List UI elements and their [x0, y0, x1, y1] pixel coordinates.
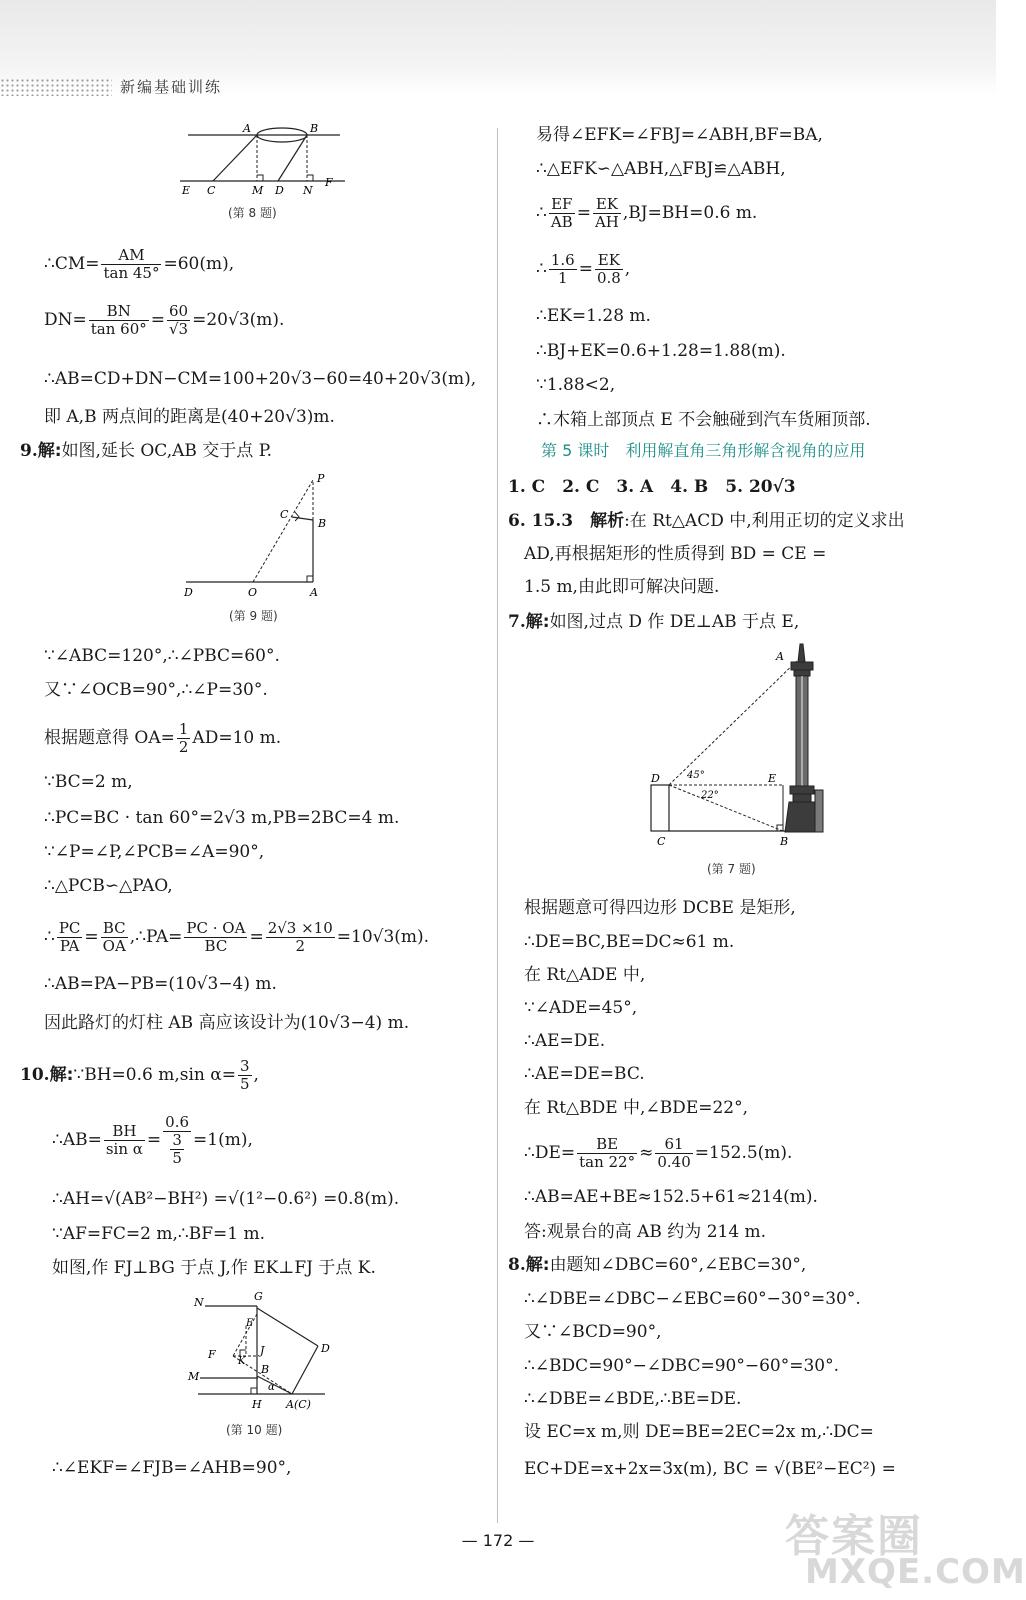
- fraction: [89, 303, 149, 338]
- numerator: 61: [655, 1136, 692, 1154]
- denominator: OA: [102, 937, 126, 955]
- text: ∴: [536, 259, 547, 279]
- right-line-de-calc: [524, 1136, 792, 1171]
- fig10-label-M: M: [188, 1370, 200, 1383]
- right-line-rectangle: 根据题意可得四边形 DCBE 是矩形,: [524, 898, 796, 918]
- right-line-similar: ∴△EFK∽△ABH,△FBJ≌△ABH,: [536, 159, 786, 179]
- complex-fraction: [163, 1114, 191, 1167]
- figure-8: [180, 120, 350, 198]
- fraction: [549, 196, 575, 231]
- figure-7: [643, 640, 833, 852]
- text: ∴: [44, 927, 55, 947]
- right-line-answer-7: 答:观景台的高 AB 约为 214 m.: [524, 1222, 767, 1242]
- denominator: 5: [239, 1075, 250, 1093]
- solution-label: 解:: [37, 441, 62, 461]
- text: 如图,延长 OC,AB 交于点 P.: [61, 441, 273, 461]
- denominator: PA: [59, 937, 80, 955]
- left-line-ah: ∴AH=√(AB²−BH²) =√(1²−0.6²) =0.8(m).: [52, 1189, 400, 1209]
- fig8-label-C: C: [207, 184, 216, 197]
- right-line-ae-de-bc: ∴AE=DE=BC.: [524, 1064, 645, 1084]
- fraction: [167, 303, 190, 338]
- denominator: tan 22°: [579, 1153, 636, 1171]
- right-line-ratio-values: [536, 252, 630, 287]
- question-10-heading: [20, 1058, 259, 1093]
- left-line-af: ∵AF=FC=2 m,∴BF=1 m.: [52, 1224, 266, 1244]
- numerator: 1.6: [550, 251, 575, 269]
- right-line-rt-bde: 在 Rt△BDE 中,∠BDE=22°,: [524, 1098, 749, 1118]
- left-line-ab-sin: [52, 1114, 253, 1167]
- left-line-similar: ∴△PCB∽△PAO,: [44, 876, 173, 896]
- right-line-ae-de: ∴AE=DE.: [524, 1031, 606, 1051]
- fig10-label-J: J: [260, 1344, 265, 1357]
- numerator: 1: [178, 720, 189, 738]
- numerator: BN: [89, 303, 149, 321]
- left-line-bc: ∵BC=2 m,: [44, 772, 133, 792]
- question-number: 10.: [20, 1065, 50, 1085]
- solution-label: 解:: [525, 612, 550, 632]
- answer-number: 6. 15.3: [508, 511, 591, 531]
- denominator: 5: [172, 1149, 182, 1167]
- fraction: [593, 196, 621, 231]
- fig8-label-B: B: [310, 122, 319, 135]
- left-line-cm: [44, 247, 234, 282]
- fig9-label-O: O: [248, 586, 258, 599]
- fig10-label-B: B: [261, 1363, 270, 1376]
- text: =1(m),: [193, 1130, 253, 1150]
- fraction: [184, 920, 247, 955]
- fig8-label-A: A: [243, 122, 251, 135]
- fig7-label-D: D: [651, 772, 660, 785]
- numerator: PC: [58, 919, 81, 937]
- left-line-final: ∴∠EKF=∠FJB=∠AHB=90°,: [52, 1458, 292, 1478]
- fig9-label-P: P: [317, 472, 325, 485]
- denominator: sin α: [105, 1140, 143, 1158]
- fraction: [57, 920, 83, 955]
- fig9-label-C: C: [280, 508, 289, 521]
- denominator: 2: [295, 937, 305, 955]
- fraction: [266, 920, 335, 955]
- fig10-label-F: F: [208, 1348, 216, 1361]
- text: =60(m),: [163, 254, 235, 274]
- fig10-label-K: K: [238, 1356, 246, 1367]
- numerator: BH: [104, 1123, 145, 1141]
- numerator: AM: [101, 247, 161, 265]
- text: ,∴PA=: [129, 927, 183, 947]
- solution-label: 解:: [525, 1255, 550, 1275]
- header-title: 新编基础训练: [120, 78, 223, 96]
- question-number: 7.: [508, 612, 526, 632]
- fig10-label-N: N: [194, 1296, 204, 1309]
- fig8-label-D: D: [275, 184, 284, 197]
- analysis-label: 解析: [590, 511, 625, 531]
- text: =: [578, 259, 593, 279]
- fig7-label-E: E: [768, 772, 777, 785]
- denominator: [163, 1132, 191, 1167]
- right-line-compare: ∵1.88<2,: [536, 375, 616, 395]
- fraction: [101, 247, 161, 282]
- question-7-heading: [508, 611, 799, 633]
- left-line-distance: 即 A,B 两点间的距离是(40+20√3)m.: [44, 407, 335, 427]
- numerator: BC: [101, 920, 128, 938]
- right-line-dbe: ∴∠DBE=∠DBC−∠EBC=60°−30°=30°.: [524, 1289, 861, 1309]
- right-line-bc-sqrt: EC+DE=x+2x=3x(m), BC = √(BE²−EC²) =: [524, 1459, 896, 1479]
- numerator: 3: [172, 1131, 182, 1149]
- text: ∴AB=: [52, 1130, 102, 1150]
- left-line-construction: 如图,作 FJ⊥BG 于点 J,作 EK⊥FJ 于点 K.: [52, 1258, 376, 1278]
- fig8-label-N: N: [303, 184, 313, 197]
- text: =20√3(m).: [192, 310, 285, 330]
- numerator: EF: [549, 196, 575, 214]
- figure-10-caption: (第 10 题): [226, 1423, 283, 1437]
- denominator: AH: [594, 213, 619, 231]
- fraction: [655, 1136, 692, 1171]
- text: DN=: [44, 310, 87, 330]
- fig7-label-C: C: [657, 835, 666, 848]
- right-line-ab-calc: ∴AB=AE+BE≈152.5+61≈214(m).: [524, 1187, 818, 1207]
- question-number: 9.: [20, 441, 38, 461]
- fig8-label-F: F: [325, 176, 333, 189]
- fig10-label-E: E: [246, 1318, 254, 1329]
- fraction: [104, 1123, 145, 1158]
- left-line-conclusion-9: 因此路灯的灯柱 AB 高应该设计为(10√3−4) m.: [44, 1013, 410, 1033]
- text: ∴DE=: [524, 1143, 576, 1163]
- numerator: BE: [577, 1136, 637, 1154]
- fig10-label-D: D: [321, 1342, 330, 1355]
- text: 根据题意得 OA=: [44, 728, 175, 748]
- fig10-label-H: H: [252, 1398, 262, 1411]
- denominator: BC: [204, 937, 228, 955]
- question-9-heading: [20, 440, 272, 462]
- watermark: [785, 1500, 1026, 1595]
- denominator: √3: [169, 320, 189, 338]
- numerator: 60: [167, 303, 190, 321]
- section-heading: 第 5 课时 利用解直角三角形解含视角的应用: [541, 441, 866, 460]
- text: ∴: [536, 203, 547, 223]
- numerator: 0.6: [165, 1113, 190, 1131]
- fraction: [101, 920, 128, 955]
- left-line-ab: ∴AB=CD+DN−CM=100+20√3−60=40+20√3(m),: [44, 369, 477, 389]
- fraction: [549, 252, 577, 287]
- answer-6: [508, 510, 905, 532]
- denominator: 0.40: [657, 1153, 691, 1171]
- header-dot-pattern: [0, 78, 112, 96]
- right-line-ek: ∴EK=1.28 m.: [536, 306, 651, 326]
- text: =: [84, 927, 99, 947]
- denominator: AB: [550, 213, 573, 231]
- denominator: 2: [178, 738, 189, 756]
- left-line-ocb: 又∵∠OCB=90°,∴∠P=30°.: [44, 680, 268, 700]
- numerator: PC · OA: [186, 919, 246, 937]
- fraction: [238, 1058, 252, 1093]
- page-number: — 172 —: [461, 1531, 535, 1550]
- right-line-ad: AD,再根据矩形的性质得到 BD = CE =: [524, 544, 827, 564]
- text: ≈: [639, 1143, 654, 1163]
- answer-key-1-5: 1. C 2. C 3. A 4. B 5. 20√3: [508, 477, 796, 497]
- fig7-label-B: B: [780, 835, 789, 848]
- fig10-label-AC: A(C): [286, 1398, 311, 1411]
- right-line-angles: 易得∠EFK=∠FBJ=∠ABH,BF=BA,: [536, 125, 823, 145]
- fig8-label-E: E: [182, 184, 191, 197]
- text: =: [576, 203, 591, 223]
- fig10-label-G: G: [254, 1290, 263, 1303]
- fig10-label-alpha: α: [268, 1382, 275, 1393]
- figure-8-caption: (第 8 题): [228, 206, 277, 220]
- left-line-ab-result: ∴AB=PA−PB=(10√3−4) m.: [44, 974, 277, 994]
- left-line-pc: ∴PC=BC · tan 60°=2√3 m,PB=2BC=4 m.: [44, 808, 400, 828]
- text: ,: [624, 259, 631, 279]
- fig9-label-B: B: [318, 517, 327, 530]
- text: ,: [253, 1065, 259, 1085]
- numerator: EK: [595, 252, 623, 270]
- denominator: 1: [557, 269, 568, 287]
- text: :在 Rt△ACD 中,利用正切的定义求出: [624, 511, 905, 531]
- right-line-de-bc: ∴DE=BC,BE=DC≈61 m.: [524, 932, 735, 952]
- watermark-line-1: 答案圈: [785, 1511, 923, 1562]
- fraction: [170, 1132, 184, 1167]
- text: ∵BH=0.6 m,sin α=: [73, 1065, 236, 1085]
- figure-9: [178, 470, 338, 602]
- text: =: [249, 927, 264, 947]
- right-line-solve: 1.5 m,由此即可解决问题.: [524, 577, 720, 597]
- column-divider: [497, 128, 498, 1523]
- left-line-pa: [44, 920, 429, 955]
- figure-7-caption: (第 7 题): [707, 862, 756, 876]
- fig9-label-D: D: [184, 586, 193, 599]
- figure-9-caption: (第 9 题): [229, 609, 278, 623]
- question-8-heading: [508, 1254, 806, 1276]
- right-line-ratio: [536, 196, 757, 231]
- fraction: [177, 721, 191, 756]
- tower-illustration: [785, 644, 823, 832]
- fraction: [577, 1136, 637, 1171]
- fig7-label-A: A: [776, 650, 784, 663]
- right-line-bj-ek: ∴BJ+EK=0.6+1.28=1.88(m).: [536, 341, 786, 361]
- text: AD=10 m.: [192, 728, 282, 748]
- text: ∴CM=: [44, 254, 100, 274]
- fig7-label-45: 45°: [687, 770, 705, 781]
- text: 由题知∠DBC=60°,∠EBC=30°,: [549, 1255, 807, 1275]
- right-line-rt-ade: 在 Rt△ADE 中,: [524, 965, 646, 985]
- right-line-bcd: 又∵∠BCD=90°,: [524, 1322, 662, 1342]
- denominator: tan 45°: [103, 264, 160, 282]
- right-line-ade-45: ∵∠ADE=45°,: [524, 998, 638, 1018]
- numerator: EK: [593, 196, 621, 214]
- text: =: [150, 310, 165, 330]
- numerator: 3: [239, 1057, 250, 1075]
- fraction: [595, 252, 623, 287]
- numerator: 2√3 ×10: [267, 919, 333, 937]
- right-line-ec: 设 EC=x m,则 DE=BE=2EC=2x m,∴DC=: [524, 1422, 874, 1442]
- right-line-bdc: ∴∠BDC=90°−∠DBC=90°−60°=30°.: [524, 1356, 840, 1376]
- solution-label: 解:: [49, 1065, 74, 1085]
- text: =152.5(m).: [694, 1143, 793, 1163]
- left-line-oa: [44, 721, 281, 756]
- left-line-dn: [44, 303, 284, 338]
- denominator: tan 60°: [90, 320, 147, 338]
- fig8-label-M: M: [252, 184, 264, 197]
- left-line-angles: ∵∠P=∠P,∠PCB=∠A=90°,: [44, 842, 265, 862]
- left-line-abc: ∵∠ABC=120°,∴∠PBC=60°.: [44, 646, 280, 666]
- text: ,BJ=BH=0.6 m.: [622, 203, 758, 223]
- fig9-label-A: A: [310, 586, 318, 599]
- watermark-line-2: MXQE.COM: [805, 1552, 1026, 1592]
- right-line-conclusion-10: ∴木箱上部顶点 E 不会触碰到汽车货厢顶部.: [536, 410, 871, 430]
- text: 如图,过点 D 作 DE⊥AB 于点 E,: [549, 612, 800, 632]
- text: =: [146, 1130, 162, 1150]
- question-number: 8.: [508, 1255, 526, 1275]
- fig7-label-22: 22°: [701, 790, 719, 801]
- figure-10: [180, 1286, 340, 1416]
- denominator: 0.8: [596, 269, 621, 287]
- text: =10√3(m).: [336, 927, 430, 947]
- right-line-be-de: ∴∠DBE=∠BDE,∴BE=DE.: [524, 1389, 742, 1409]
